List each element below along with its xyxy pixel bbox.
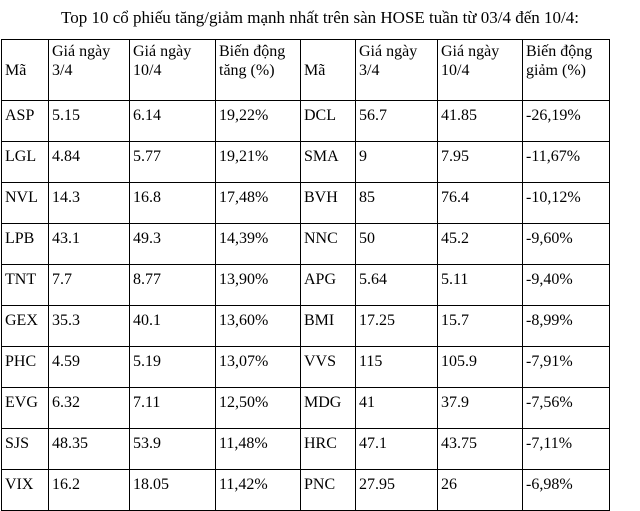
header-change-down: Biến động giảm (%) [523, 40, 610, 101]
up-stock-code: SJS [2, 429, 49, 470]
up-price-start: 6.32 [49, 388, 130, 429]
down-change-pct: -8,99% [523, 306, 610, 347]
up-price-start: 35.3 [49, 306, 130, 347]
table-row [2, 101, 610, 142]
up-price-start: 48.35 [49, 429, 130, 470]
up-change-pct: 19,21% [216, 142, 301, 183]
up-price-end: 18.05 [130, 470, 216, 511]
up-price-start: 14.3 [49, 183, 130, 224]
down-price-end: 26 [438, 470, 523, 511]
up-price-start: 7.7 [49, 265, 130, 306]
up-stock-code: ASP [2, 101, 49, 142]
up-change-pct: 13,90% [216, 265, 301, 306]
down-price-start: 5.64 [356, 265, 438, 306]
down-price-end: 105.9 [438, 347, 523, 388]
down-change-pct: -26,19% [523, 101, 610, 142]
up-price-start: 5.15 [49, 101, 130, 142]
up-stock-code: GEX [2, 306, 49, 347]
down-price-end: 5.11 [438, 265, 523, 306]
table-row [2, 224, 610, 265]
up-price-start: 4.59 [49, 347, 130, 388]
down-price-end: 15.7 [438, 306, 523, 347]
down-stock-code: PNC [301, 470, 356, 511]
up-change-pct: 12,50% [216, 388, 301, 429]
up-price-end: 40.1 [130, 306, 216, 347]
table-row [2, 347, 610, 388]
down-stock-code: SMA [301, 142, 356, 183]
up-change-pct: 13,07% [216, 347, 301, 388]
table-row [2, 306, 610, 347]
down-price-start: 85 [356, 183, 438, 224]
header-change-up: Biến động tăng (%) [216, 40, 301, 101]
down-price-end: 43.75 [438, 429, 523, 470]
header-up-price-start: Giá ngày 3/4 [49, 40, 130, 101]
down-price-end: 7.95 [438, 142, 523, 183]
up-change-pct: 19,22% [216, 101, 301, 142]
down-change-pct: -7,11% [523, 429, 610, 470]
down-price-end: 45.2 [438, 224, 523, 265]
down-change-pct: -7,91% [523, 347, 610, 388]
up-stock-code: TNT [2, 265, 49, 306]
up-stock-code: LPB [2, 224, 49, 265]
up-stock-code: PHC [2, 347, 49, 388]
down-price-start: 50 [356, 224, 438, 265]
down-price-start: 41 [356, 388, 438, 429]
up-price-end: 53.9 [130, 429, 216, 470]
up-change-pct: 14,39% [216, 224, 301, 265]
up-change-pct: 13,60% [216, 306, 301, 347]
down-change-pct: -9,40% [523, 265, 610, 306]
down-stock-code: BVH [301, 183, 356, 224]
up-price-end: 49.3 [130, 224, 216, 265]
up-stock-code: EVG [2, 388, 49, 429]
table-row [2, 429, 610, 470]
down-price-start: 56.7 [356, 101, 438, 142]
up-stock-code: NVL [2, 183, 49, 224]
up-price-end: 5.77 [130, 142, 216, 183]
up-price-start: 4.84 [49, 142, 130, 183]
down-change-pct: -6,98% [523, 470, 610, 511]
up-price-end: 8.77 [130, 265, 216, 306]
up-stock-code: LGL [2, 142, 49, 183]
down-price-end: 76.4 [438, 183, 523, 224]
up-stock-code: VIX [2, 470, 49, 511]
header-up-code: Mã [2, 40, 49, 101]
down-change-pct: -9,60% [523, 224, 610, 265]
up-price-end: 7.11 [130, 388, 216, 429]
down-change-pct: -11,67% [523, 142, 610, 183]
up-change-pct: 11,48% [216, 429, 301, 470]
down-change-pct: -7,56% [523, 388, 610, 429]
down-change-pct: -10,12% [523, 183, 610, 224]
down-stock-code: NNC [301, 224, 356, 265]
up-price-end: 5.19 [130, 347, 216, 388]
down-price-end: 41.85 [438, 101, 523, 142]
down-stock-code: VVS [301, 347, 356, 388]
down-price-start: 27.95 [356, 470, 438, 511]
up-price-start: 43.1 [49, 224, 130, 265]
header-up-price-end: Giá ngày 10/4 [130, 40, 216, 101]
up-change-pct: 17,48% [216, 183, 301, 224]
down-stock-code: BMI [301, 306, 356, 347]
header-row [2, 40, 610, 101]
up-price-end: 6.14 [130, 101, 216, 142]
table-row [2, 388, 610, 429]
table-title: Top 10 cổ phiếu tăng/giảm mạnh nhất trên sàn HOSE tuần từ 03/4 đến 10/4: [61, 8, 579, 27]
up-price-start: 16.2 [49, 470, 130, 511]
down-stock-code: HRC [301, 429, 356, 470]
header-down-price-end: Giá ngày 10/4 [438, 40, 523, 101]
table-row [2, 142, 610, 183]
down-price-start: 47.1 [356, 429, 438, 470]
down-price-start: 9 [356, 142, 438, 183]
table-row [2, 265, 610, 306]
down-price-start: 115 [356, 347, 438, 388]
header-down-price-start: Giá ngày 3/4 [356, 40, 438, 101]
down-price-start: 17.25 [356, 306, 438, 347]
down-price-end: 37.9 [438, 388, 523, 429]
down-stock-code: APG [301, 265, 356, 306]
up-change-pct: 11,42% [216, 470, 301, 511]
down-stock-code: MDG [301, 388, 356, 429]
up-price-end: 16.8 [130, 183, 216, 224]
table-row [2, 470, 610, 511]
down-stock-code: DCL [301, 101, 356, 142]
table-row [2, 183, 610, 224]
header-down-code: Mã [301, 40, 356, 101]
stock-movers-table [1, 39, 610, 511]
